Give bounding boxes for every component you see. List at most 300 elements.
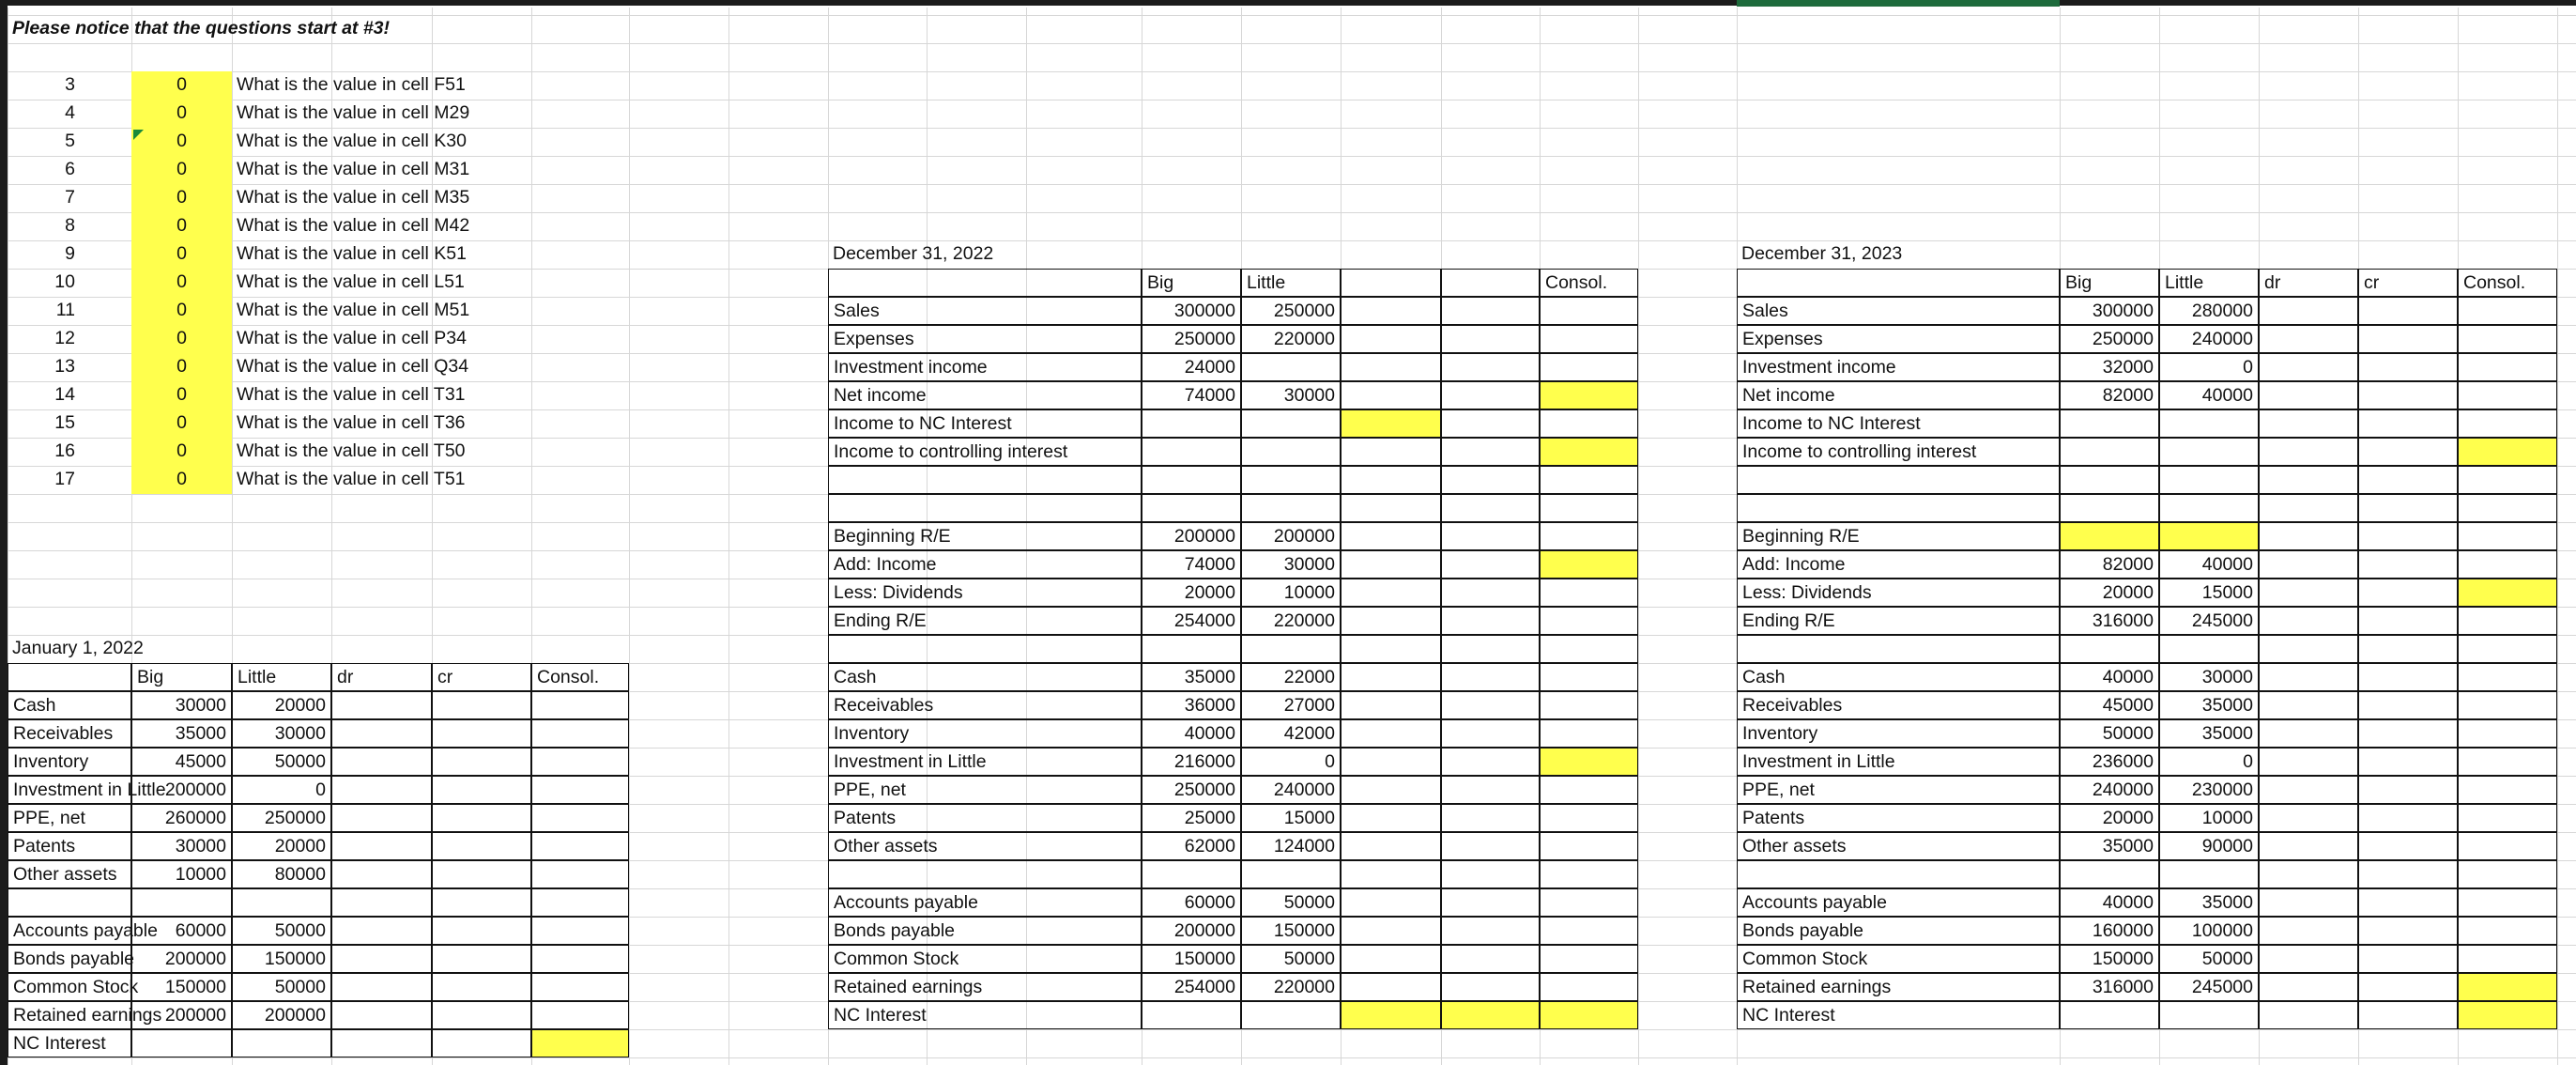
dec22-row-label[interactable]: Patents — [828, 804, 1142, 832]
dec22-title[interactable]: December 31, 2022 — [833, 243, 994, 264]
jan-row-label[interactable]: Receivables — [8, 719, 131, 748]
dec22-value-cell[interactable] — [1341, 945, 1441, 973]
dec23-value-cell[interactable] — [2458, 1001, 2557, 1029]
question-text[interactable]: What is the value in cell M31 — [237, 159, 470, 179]
dec23-value-cell[interactable]: 35000 — [2159, 719, 2259, 748]
dec23-value-cell[interactable] — [2458, 409, 2557, 438]
dec23-value-cell[interactable] — [2358, 550, 2458, 579]
dec23-row-label[interactable]: Retained earnings — [1737, 973, 2060, 1001]
dec22-value-cell[interactable] — [1540, 550, 1638, 579]
dec22-row-label[interactable]: Cash — [828, 663, 1142, 691]
dec22-value-cell[interactable] — [1341, 409, 1441, 438]
dec23-value-cell[interactable]: 50000 — [2159, 945, 2259, 973]
dec23-value-cell[interactable] — [2259, 438, 2358, 466]
dec23-blank-cell[interactable] — [2358, 860, 2458, 888]
question-number[interactable]: 6 — [65, 159, 75, 179]
dec22-value-cell[interactable] — [1341, 804, 1441, 832]
dec22-row-label[interactable]: Income to controlling interest — [828, 438, 1142, 466]
dec23-value-cell[interactable] — [2358, 804, 2458, 832]
dec22-value-cell[interactable]: 30000 — [1241, 550, 1341, 579]
jan-value-cell[interactable] — [531, 719, 629, 748]
dec23-header-cr[interactable]: cr — [2358, 269, 2458, 297]
jan-row-label[interactable]: Cash — [8, 691, 131, 719]
dec22-value-cell[interactable]: 200000 — [1241, 522, 1341, 550]
answer-cell[interactable]: 0 — [131, 100, 232, 128]
dec22-value-cell[interactable]: 0 — [1241, 748, 1341, 776]
dec22-value-cell[interactable] — [1341, 888, 1441, 917]
dec22-value-cell[interactable] — [1540, 945, 1638, 973]
jan-value-cell[interactable] — [531, 776, 629, 804]
dec23-row-label[interactable]: PPE, net — [1737, 776, 2060, 804]
dec23-value-cell[interactable]: 90000 — [2159, 832, 2259, 860]
dec23-row-label[interactable]: Sales — [1737, 297, 2060, 325]
dec23-value-cell[interactable]: 20000 — [2060, 804, 2159, 832]
jan-value-cell[interactable] — [432, 748, 531, 776]
question-text[interactable]: What is the value in cell M35 — [237, 187, 470, 208]
dec22-value-cell[interactable] — [1441, 804, 1540, 832]
dec23-value-cell[interactable] — [2159, 522, 2259, 550]
dec22-value-cell[interactable] — [1441, 945, 1540, 973]
dec22-value-cell[interactable]: 20000 — [1142, 579, 1241, 607]
dec22-blank-cell[interactable] — [1142, 494, 1241, 522]
dec23-value-cell[interactable] — [2060, 438, 2159, 466]
dec23-value-cell[interactable]: 160000 — [2060, 917, 2159, 945]
dec22-value-cell[interactable] — [1142, 1001, 1241, 1029]
question-text[interactable]: What is the value in cell M42 — [237, 215, 470, 236]
jan-value-cell[interactable]: 50000 — [232, 748, 331, 776]
question-number[interactable]: 16 — [54, 440, 75, 461]
dec23-blank-cell[interactable] — [2159, 494, 2259, 522]
dec23-value-cell[interactable] — [2458, 381, 2557, 409]
dec22-value-cell[interactable] — [1142, 409, 1241, 438]
jan-blank-cell[interactable] — [131, 888, 232, 917]
jan-value-cell[interactable]: 200000 — [131, 945, 232, 973]
dec23-value-cell[interactable] — [2458, 804, 2557, 832]
dec23-value-cell[interactable] — [2358, 832, 2458, 860]
dec23-header-consol[interactable]: Consol. — [2458, 269, 2557, 297]
dec22-row-label[interactable]: Bonds payable — [828, 917, 1142, 945]
dec23-blank-cell[interactable] — [2358, 494, 2458, 522]
dec23-value-cell[interactable]: 316000 — [2060, 607, 2159, 635]
dec22-value-cell[interactable] — [1341, 832, 1441, 860]
dec22-value-cell[interactable] — [1341, 776, 1441, 804]
dec23-value-cell[interactable] — [2458, 691, 2557, 719]
dec23-row-label[interactable]: Expenses — [1737, 325, 2060, 353]
dec23-value-cell[interactable] — [2458, 550, 2557, 579]
dec22-value-cell[interactable] — [1441, 325, 1540, 353]
dec23-blank-cell[interactable] — [2159, 466, 2259, 494]
jan-value-cell[interactable] — [331, 691, 432, 719]
jan-value-cell[interactable] — [531, 1001, 629, 1029]
dec23-row-label[interactable]: NC Interest — [1737, 1001, 2060, 1029]
jan-value-cell[interactable]: 10000 — [131, 860, 232, 888]
dec23-value-cell[interactable] — [2259, 381, 2358, 409]
jan-value-cell[interactable]: 60000 — [131, 917, 232, 945]
jan-value-cell[interactable] — [331, 917, 432, 945]
jan-value-cell[interactable] — [531, 945, 629, 973]
dec22-row-label[interactable]: Retained earnings — [828, 973, 1142, 1001]
dec23-blank-cell[interactable] — [2259, 635, 2358, 663]
dec23-value-cell[interactable]: 230000 — [2159, 776, 2259, 804]
answer-cell[interactable]: 0 — [131, 156, 232, 184]
dec23-value-cell[interactable] — [2458, 607, 2557, 635]
dec22-value-cell[interactable] — [1441, 522, 1540, 550]
jan-value-cell[interactable] — [432, 917, 531, 945]
dec22-blank-cell[interactable] — [1540, 635, 1638, 663]
dec23-value-cell[interactable] — [2259, 1001, 2358, 1029]
dec22-value-cell[interactable]: 27000 — [1241, 691, 1341, 719]
dec23-value-cell[interactable] — [2358, 1001, 2458, 1029]
dec22-value-cell[interactable] — [1341, 719, 1441, 748]
dec22-row-label[interactable]: NC Interest — [828, 1001, 1142, 1029]
answer-cell[interactable]: 0 — [131, 240, 232, 269]
dec23-blank-cell[interactable] — [2060, 494, 2159, 522]
dec22-blank-cell[interactable] — [1540, 494, 1638, 522]
dec22-value-cell[interactable] — [1540, 748, 1638, 776]
dec23-blank-cell[interactable] — [2060, 466, 2159, 494]
question-number[interactable]: 9 — [65, 243, 75, 264]
dec22-value-cell[interactable] — [1540, 832, 1638, 860]
dec22-value-cell[interactable] — [1441, 381, 1540, 409]
dec23-value-cell[interactable] — [2259, 719, 2358, 748]
question-text[interactable]: What is the value in cell T51 — [237, 469, 466, 489]
dec23-blank-cell[interactable] — [2259, 494, 2358, 522]
dec23-row-label[interactable]: Net income — [1737, 381, 2060, 409]
dec23-value-cell[interactable] — [2358, 691, 2458, 719]
dec22-value-cell[interactable] — [1441, 776, 1540, 804]
dec23-value-cell[interactable]: 35000 — [2159, 888, 2259, 917]
dec22-blank-cell[interactable] — [1441, 494, 1540, 522]
dec22-row-label[interactable]: Income to NC Interest — [828, 409, 1142, 438]
jan-value-cell[interactable]: 80000 — [232, 860, 331, 888]
answer-cell[interactable]: 0 — [131, 466, 232, 494]
question-number[interactable]: 15 — [54, 412, 75, 433]
dec23-row-label[interactable]: Income to controlling interest — [1737, 438, 2060, 466]
dec22-row-label[interactable]: Ending R/E — [828, 607, 1142, 635]
jan-value-cell[interactable] — [531, 748, 629, 776]
dec22-value-cell[interactable]: 200000 — [1142, 522, 1241, 550]
dec22-blank-cell[interactable] — [1441, 466, 1540, 494]
dec22-header-dr[interactable] — [1341, 269, 1441, 297]
jan-row-label[interactable]: Investment in Little — [8, 776, 131, 804]
jan-value-cell[interactable] — [432, 719, 531, 748]
dec23-value-cell[interactable] — [2358, 579, 2458, 607]
answer-cell[interactable]: 0 — [131, 409, 232, 438]
dec23-value-cell[interactable] — [2259, 550, 2358, 579]
dec23-blank-cell[interactable] — [2060, 860, 2159, 888]
dec23-value-cell[interactable] — [2458, 917, 2557, 945]
dec23-value-cell[interactable] — [2259, 945, 2358, 973]
dec22-value-cell[interactable] — [1441, 550, 1540, 579]
dec22-value-cell[interactable] — [1540, 381, 1638, 409]
jan-header-consol[interactable]: Consol. — [531, 663, 629, 691]
dec22-row-label[interactable]: Investment in Little — [828, 748, 1142, 776]
dec22-blank-cell[interactable] — [1142, 860, 1241, 888]
dec23-value-cell[interactable] — [2458, 522, 2557, 550]
dec22-value-cell[interactable]: 40000 — [1142, 719, 1241, 748]
dec23-value-cell[interactable] — [2259, 522, 2358, 550]
jan-value-cell[interactable] — [531, 691, 629, 719]
dec22-blank-cell[interactable] — [1341, 635, 1441, 663]
dec22-blank-cell[interactable] — [1241, 466, 1341, 494]
dec23-value-cell[interactable] — [2259, 776, 2358, 804]
dec22-value-cell[interactable]: 74000 — [1142, 381, 1241, 409]
dec22-value-cell[interactable]: 74000 — [1142, 550, 1241, 579]
jan-value-cell[interactable] — [432, 691, 531, 719]
answer-cell[interactable]: 0 — [131, 438, 232, 466]
dec23-blank-label[interactable] — [1737, 466, 2060, 494]
question-number[interactable]: 7 — [65, 187, 75, 208]
dec22-value-cell[interactable] — [1540, 973, 1638, 1001]
dec23-value-cell[interactable] — [2259, 663, 2358, 691]
jan-value-cell[interactable]: 200000 — [131, 776, 232, 804]
jan-value-cell[interactable]: 0 — [232, 776, 331, 804]
jan-row-label[interactable]: NC Interest — [8, 1029, 131, 1057]
dec22-value-cell[interactable] — [1341, 691, 1441, 719]
dec23-value-cell[interactable]: 150000 — [2060, 945, 2159, 973]
jan-value-cell[interactable] — [331, 832, 432, 860]
answer-cell[interactable]: 0 — [131, 71, 232, 100]
jan-value-cell[interactable]: 20000 — [232, 832, 331, 860]
dec22-value-cell[interactable] — [1441, 691, 1540, 719]
dec22-value-cell[interactable] — [1540, 917, 1638, 945]
jan-blank-cell[interactable] — [331, 888, 432, 917]
dec23-value-cell[interactable]: 32000 — [2060, 353, 2159, 381]
dec22-value-cell[interactable] — [1341, 1001, 1441, 1029]
jan-row-label[interactable]: Bonds payable — [8, 945, 131, 973]
dec22-blank-cell[interactable] — [1241, 635, 1341, 663]
dec22-value-cell[interactable]: 10000 — [1241, 579, 1341, 607]
dec22-value-cell[interactable] — [1341, 973, 1441, 1001]
dec22-value-cell[interactable] — [1241, 1001, 1341, 1029]
question-number[interactable]: 17 — [54, 469, 75, 489]
dec23-value-cell[interactable]: 40000 — [2060, 663, 2159, 691]
question-text[interactable]: What is the value in cell T31 — [237, 384, 466, 405]
answer-cell[interactable]: 0 — [131, 184, 232, 212]
jan-row-label[interactable]: Accounts payable — [8, 917, 131, 945]
jan-value-cell[interactable]: 30000 — [131, 832, 232, 860]
dec23-row-label[interactable]: Beginning R/E — [1737, 522, 2060, 550]
jan-value-cell[interactable]: 30000 — [232, 719, 331, 748]
dec22-value-cell[interactable]: 150000 — [1142, 945, 1241, 973]
dec23-blank-label[interactable] — [1737, 494, 2060, 522]
dec23-value-cell[interactable]: 40000 — [2060, 888, 2159, 917]
dec22-header-consol[interactable]: Consol. — [1540, 269, 1638, 297]
dec22-blank-cell[interactable] — [1142, 466, 1241, 494]
dec22-value-cell[interactable] — [1341, 579, 1441, 607]
question-number[interactable]: 12 — [54, 328, 75, 348]
dec22-value-cell[interactable]: 30000 — [1241, 381, 1341, 409]
dec23-blank-label[interactable] — [1737, 635, 2060, 663]
dec22-value-cell[interactable] — [1142, 438, 1241, 466]
dec23-value-cell[interactable] — [2358, 325, 2458, 353]
jan-value-cell[interactable]: 35000 — [131, 719, 232, 748]
jan-row-label[interactable]: Common Stock — [8, 973, 131, 1001]
dec23-row-label[interactable]: Ending R/E — [1737, 607, 2060, 635]
jan-value-cell[interactable] — [432, 1029, 531, 1057]
answer-cell[interactable]: 0 — [131, 128, 232, 156]
dec23-value-cell[interactable] — [2358, 353, 2458, 381]
jan-value-cell[interactable] — [531, 917, 629, 945]
dec22-value-cell[interactable] — [1241, 438, 1341, 466]
dec23-value-cell[interactable] — [2259, 804, 2358, 832]
dec22-row-label[interactable]: Sales — [828, 297, 1142, 325]
dec22-value-cell[interactable] — [1441, 353, 1540, 381]
dec23-row-label[interactable]: Add: Income — [1737, 550, 2060, 579]
dec23-value-cell[interactable] — [2259, 832, 2358, 860]
dec23-row-label[interactable]: Accounts payable — [1737, 888, 2060, 917]
jan-header-cr[interactable]: cr — [432, 663, 531, 691]
dec23-value-cell[interactable]: 316000 — [2060, 973, 2159, 1001]
dec22-value-cell[interactable] — [1241, 353, 1341, 381]
dec23-row-label[interactable]: Cash — [1737, 663, 2060, 691]
dec22-value-cell[interactable] — [1341, 353, 1441, 381]
dec23-value-cell[interactable] — [2358, 888, 2458, 917]
dec23-value-cell[interactable]: 50000 — [2060, 719, 2159, 748]
dec23-value-cell[interactable]: 236000 — [2060, 748, 2159, 776]
jan-value-cell[interactable] — [331, 973, 432, 1001]
dec23-value-cell[interactable] — [2358, 381, 2458, 409]
dec22-value-cell[interactable]: 42000 — [1241, 719, 1341, 748]
dec22-value-cell[interactable] — [1441, 438, 1540, 466]
notice-text[interactable]: Please notice that the questions start at #3! — [12, 18, 391, 39]
jan-row-label[interactable]: Patents — [8, 832, 131, 860]
dec22-value-cell[interactable] — [1341, 917, 1441, 945]
dec23-value-cell[interactable] — [2458, 297, 2557, 325]
dec23-value-cell[interactable] — [2458, 719, 2557, 748]
dec22-value-cell[interactable] — [1540, 579, 1638, 607]
dec23-value-cell[interactable] — [2458, 353, 2557, 381]
question-text[interactable]: What is the value in cell K51 — [237, 243, 467, 264]
jan-value-cell[interactable]: 50000 — [232, 917, 331, 945]
answer-cell[interactable]: 0 — [131, 297, 232, 325]
dec23-value-cell[interactable] — [2458, 832, 2557, 860]
dec22-value-cell[interactable] — [1540, 1001, 1638, 1029]
jan-value-cell[interactable] — [531, 832, 629, 860]
dec22-blank-cell[interactable] — [1540, 466, 1638, 494]
dec22-value-cell[interactable]: 60000 — [1142, 888, 1241, 917]
dec22-value-cell[interactable]: 62000 — [1142, 832, 1241, 860]
question-text[interactable]: What is the value in cell P34 — [237, 328, 467, 348]
jan-value-cell[interactable] — [331, 776, 432, 804]
dec22-value-cell[interactable] — [1341, 325, 1441, 353]
dec23-blank-cell[interactable] — [2358, 635, 2458, 663]
dec23-row-label[interactable]: Inventory — [1737, 719, 2060, 748]
dec23-blank-cell[interactable] — [2458, 494, 2557, 522]
question-text[interactable]: What is the value in cell T36 — [237, 412, 466, 433]
dec22-row-label[interactable]: Expenses — [828, 325, 1142, 353]
dec23-value-cell[interactable]: 82000 — [2060, 550, 2159, 579]
dec23-value-cell[interactable] — [2358, 917, 2458, 945]
dec22-value-cell[interactable] — [1540, 438, 1638, 466]
jan-value-cell[interactable] — [131, 1029, 232, 1057]
dec22-blank-cell[interactable] — [1341, 860, 1441, 888]
jan-blank-cell[interactable] — [232, 888, 331, 917]
dec22-value-cell[interactable] — [1341, 663, 1441, 691]
question-text[interactable]: What is the value in cell F51 — [237, 74, 466, 95]
dec23-value-cell[interactable] — [2358, 719, 2458, 748]
dec22-value-cell[interactable] — [1540, 607, 1638, 635]
dec22-value-cell[interactable] — [1441, 888, 1540, 917]
dec23-value-cell[interactable] — [2458, 973, 2557, 1001]
dec22-value-cell[interactable] — [1241, 409, 1341, 438]
answer-cell[interactable]: 0 — [131, 353, 232, 381]
dec23-value-cell[interactable]: 280000 — [2159, 297, 2259, 325]
dec22-header-label[interactable] — [828, 269, 1142, 297]
dec22-value-cell[interactable] — [1540, 297, 1638, 325]
dec23-row-label[interactable]: Receivables — [1737, 691, 2060, 719]
jan-value-cell[interactable]: 200000 — [232, 1001, 331, 1029]
dec23-value-cell[interactable] — [2259, 325, 2358, 353]
dec22-row-label[interactable]: Add: Income — [828, 550, 1142, 579]
dec22-value-cell[interactable]: 50000 — [1241, 945, 1341, 973]
jan-value-cell[interactable]: 260000 — [131, 804, 232, 832]
dec22-value-cell[interactable]: 200000 — [1142, 917, 1241, 945]
dec22-value-cell[interactable] — [1341, 297, 1441, 325]
jan-value-cell[interactable] — [331, 945, 432, 973]
question-text[interactable]: What is the value in cell T50 — [237, 440, 466, 461]
dec23-header-dr[interactable]: dr — [2259, 269, 2358, 297]
dec23-value-cell[interactable]: 82000 — [2060, 381, 2159, 409]
jan-value-cell[interactable]: 150000 — [131, 973, 232, 1001]
dec23-value-cell[interactable] — [2358, 663, 2458, 691]
dec23-value-cell[interactable]: 250000 — [2060, 325, 2159, 353]
jan-row-label[interactable]: PPE, net — [8, 804, 131, 832]
dec22-value-cell[interactable]: 36000 — [1142, 691, 1241, 719]
dec23-value-cell[interactable]: 240000 — [2060, 776, 2159, 804]
dec22-value-cell[interactable] — [1441, 409, 1540, 438]
dec22-value-cell[interactable] — [1540, 691, 1638, 719]
dec23-value-cell[interactable] — [2259, 297, 2358, 325]
dec23-value-cell[interactable] — [2259, 748, 2358, 776]
dec22-value-cell[interactable]: 24000 — [1142, 353, 1241, 381]
dec22-value-cell[interactable] — [1441, 297, 1540, 325]
dec22-value-cell[interactable]: 124000 — [1241, 832, 1341, 860]
dec23-title[interactable]: December 31, 2023 — [1741, 243, 1903, 264]
jan-row-label[interactable]: Inventory — [8, 748, 131, 776]
answer-cell[interactable]: 0 — [131, 381, 232, 409]
dec23-value-cell[interactable] — [2458, 776, 2557, 804]
dec22-value-cell[interactable] — [1540, 522, 1638, 550]
dec22-blank-cell[interactable] — [1142, 635, 1241, 663]
jan-value-cell[interactable] — [232, 1029, 331, 1057]
dec23-blank-cell[interactable] — [2458, 860, 2557, 888]
jan-value-cell[interactable]: 250000 — [232, 804, 331, 832]
dec23-row-label[interactable]: Other assets — [1737, 832, 2060, 860]
dec23-blank-cell[interactable] — [2159, 860, 2259, 888]
dec23-blank-cell[interactable] — [2060, 635, 2159, 663]
dec23-blank-cell[interactable] — [2358, 466, 2458, 494]
jan-header-big[interactable]: Big — [131, 663, 232, 691]
jan-row-label[interactable]: Retained earnings — [8, 1001, 131, 1029]
jan-value-cell[interactable] — [331, 860, 432, 888]
dec23-row-label[interactable]: Less: Dividends — [1737, 579, 2060, 607]
dec23-value-cell[interactable] — [2358, 297, 2458, 325]
dec22-value-cell[interactable] — [1441, 579, 1540, 607]
dec22-value-cell[interactable] — [1341, 607, 1441, 635]
dec22-value-cell[interactable] — [1540, 776, 1638, 804]
dec22-value-cell[interactable] — [1441, 663, 1540, 691]
jan-value-cell[interactable] — [531, 973, 629, 1001]
dec23-blank-cell[interactable] — [2458, 466, 2557, 494]
jan-header-dr[interactable]: dr — [331, 663, 432, 691]
dec22-blank-cell[interactable] — [1341, 494, 1441, 522]
dec22-value-cell[interactable] — [1540, 353, 1638, 381]
dec22-value-cell[interactable]: 15000 — [1241, 804, 1341, 832]
dec23-blank-label[interactable] — [1737, 860, 2060, 888]
question-number[interactable]: 8 — [65, 215, 75, 236]
jan-value-cell[interactable] — [331, 748, 432, 776]
